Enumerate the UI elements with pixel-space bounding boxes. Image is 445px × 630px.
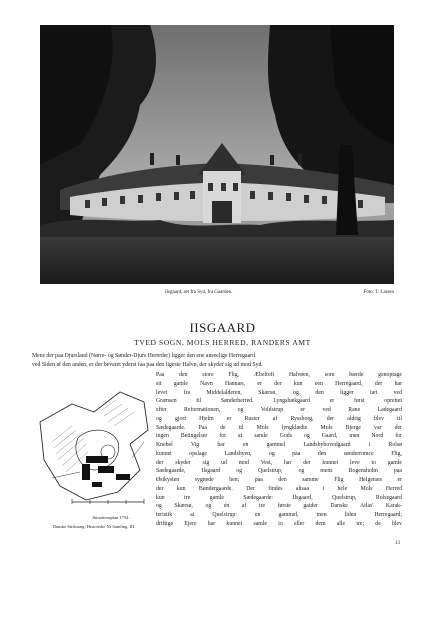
site-plan-map [32, 382, 152, 505]
body-line: levet fra Middelalderen, Skærsø, og den ligger tæt ved [156, 389, 402, 396]
map-scale-label: Situationsplan 1754. [92, 515, 130, 520]
body-column [156, 371, 402, 529]
body-line: Sædegaarde, Ilsgaard og Quelstrup, og mens Bogensholm paa [156, 468, 402, 475]
body-line: Knebel Vig har en gammel Landsbyhovedgaard i Rolsø [156, 442, 402, 449]
page-number: 13 [395, 541, 400, 546]
body-line: kunnet opslage Landsbyen, og paa den sønderromce Flig, [156, 450, 402, 457]
body-line: Sædegaarde. Paa de til Mols lyngklædte Mols Bjerge var der [156, 424, 402, 431]
body-line: Østkysten sygnede hen; paa den samme Flig Helgenæs er [156, 477, 402, 484]
body-line: sit gamle Navn Hannæs, er der kun een Herregaard, der har [156, 380, 402, 387]
body-line: Grænsen til Sønderherred. Lyngsbækgaard er først oprettet [156, 398, 402, 405]
map-credit: Danske Stiftsaarg: Historiske Nr Samling. III. [52, 524, 136, 529]
manor-photograph [40, 25, 394, 284]
body-line: Paa den store Flig, Æbeltoft Halvøen, som bærde genoptage [156, 372, 402, 378]
intro-paragraph [32, 352, 402, 369]
body-line: og Skærsø, og én af tre første gaider Danske Atlas' Karak- [156, 503, 402, 510]
article-title: IISGAARD [189, 320, 256, 335]
photo-caption: Ilsgaard, set fra Syd, fra Gaarden. [165, 290, 233, 295]
body-line: ingen Betingelser for at samle Gods og Gaard, men Nord for [156, 433, 402, 440]
body-line: der skyder sig ud mod Vest, har der kunnet leve to gamle [156, 459, 402, 466]
body-line: teristik at Quelstrup: en gammel, men liden Herregaard; [156, 512, 402, 519]
body-line: der kun Bøndergaarde. Der findes altsaa i hele Mols Herred [156, 485, 402, 492]
body-line: efter Reformationen, og Voldstrup er ved Rane Ladegaard [156, 407, 402, 414]
body-line: driftige Ejere har kunnet samle to eller dem alle tre; de blev [156, 521, 402, 528]
body-line: kun tre gamle Sædegaarde: Ilsgaard, Quelstrup, Rolsegaard [156, 494, 402, 501]
photo-caption-row [40, 288, 394, 297]
intro-line: Mens der paa Djursland (Nørre- og Sønder-Djurs Herreder) ligger den ene anseelige Herregaard [32, 353, 255, 359]
article-subtitle: TVED SOGN, MOLS HERRED, RANDERS AMT [134, 338, 311, 347]
photo-credit: Foto: T. Larsen [363, 290, 394, 295]
intro-line: ved Siden af den anden, er der bevaret yderst faa paa den ligeste Halvø, der skyder sig ud mod Syd. [32, 361, 263, 368]
body-line: og gjort Hjelm er Ruster af Ryssborg, der aldrig blev til [156, 415, 402, 422]
